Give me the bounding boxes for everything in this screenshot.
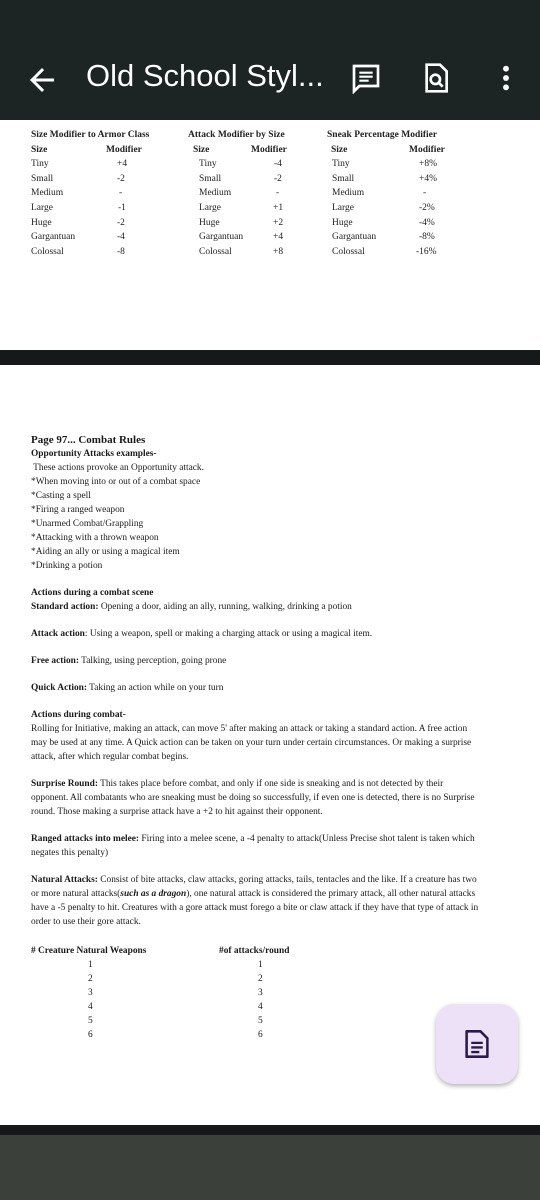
text: Opening a door, aiding an ally, running, walking, drinking a potion bbox=[98, 602, 352, 612]
label: Ranged attacks into melee: bbox=[31, 834, 140, 844]
list-item: *When moving into or out of a combat space bbox=[31, 477, 201, 487]
table-cell: +4% bbox=[419, 173, 438, 184]
text: Consist of bite attacks, claw attacks, goring attacks, tails, tentacles and the like. If a creature has two or more natural attacks( bbox=[31, 875, 477, 899]
list-item: *Casting a spell bbox=[31, 491, 91, 501]
table-cell: Medium bbox=[31, 188, 64, 199]
arrow-left-icon[interactable] bbox=[24, 62, 60, 98]
table-cell: -2 bbox=[117, 217, 125, 228]
bottom-bar bbox=[0, 1135, 540, 1200]
table-cell: Large bbox=[199, 203, 221, 214]
table-cell: 2 bbox=[258, 974, 263, 984]
table-cell: Medium bbox=[199, 188, 232, 199]
table-cell: Tiny bbox=[332, 159, 350, 169]
document-icon bbox=[463, 1029, 491, 1059]
col-weapons: # Creature Natural Weapons bbox=[31, 946, 147, 956]
table-title: Attack Modifier by Size bbox=[188, 130, 285, 140]
list-item: *Attacking with a thrown weapon bbox=[31, 533, 159, 543]
paragraph: Rolling for Initiative, making an attack, can move 5' after making an attack or taking a standard action. A free action may be used at any time. A Quick action can be taken on your turn under certain circumstances. Or making a surprise attack, after which regular combat begins. bbox=[31, 724, 472, 762]
table-cell: -4 bbox=[274, 159, 282, 169]
table-title: Sneak Percentage Modifier bbox=[327, 130, 438, 140]
page-gap bbox=[0, 1125, 540, 1135]
table-cell: - bbox=[423, 188, 427, 199]
text: Taking an action while on your turn bbox=[87, 683, 224, 693]
col-attacks: #of attacks/round bbox=[219, 946, 290, 956]
paragraph bbox=[31, 627, 481, 641]
table-cell: +8 bbox=[273, 247, 284, 258]
paragraph bbox=[31, 873, 481, 929]
paragraph bbox=[31, 777, 481, 819]
table-cell: 2 bbox=[88, 974, 93, 984]
text: : Using a weapon, spell or making a charging attack or using a magical item. bbox=[84, 629, 373, 639]
table-cell: -16% bbox=[416, 247, 437, 258]
table-cell: 3 bbox=[88, 988, 93, 998]
text: This takes place before combat, and only if one side is sneaking and is not detected by their opponent. All combatants who are sneaking must be doing so successfully, if even one is detected, there is no Surprise round. Those making a surprise attack have a +2 to hit against their opponent. bbox=[31, 779, 475, 817]
table-cell: -8% bbox=[419, 232, 435, 243]
table-cell: Huge bbox=[31, 217, 52, 228]
emphasis: such as a dragon bbox=[120, 889, 187, 899]
table-cell: Small bbox=[332, 173, 355, 184]
table-cell: Small bbox=[31, 173, 54, 184]
table-cell: Tiny bbox=[31, 159, 49, 169]
table-cell: - bbox=[276, 188, 280, 199]
list-item: *Aiding an ally or using a magical item bbox=[31, 547, 180, 557]
col-modifier: Modifier bbox=[106, 145, 142, 155]
paragraph bbox=[31, 681, 481, 695]
table-cell: 5 bbox=[258, 1016, 263, 1026]
document-outline-button[interactable] bbox=[436, 1004, 518, 1084]
page-heading: Page 97... Combat Rules bbox=[31, 434, 146, 446]
table-cell: 1 bbox=[88, 960, 93, 970]
text: ), one natural attack is considered the primary attack, all other natural attacks have a -5 penalty to hit. Creatures with a gore attack must forego a bite or claw attack if they have that type of attack in order to use their gore attack. bbox=[31, 889, 479, 927]
find-in-page-icon[interactable] bbox=[420, 62, 452, 94]
table-cell: -4% bbox=[419, 217, 435, 228]
page-gap bbox=[0, 350, 540, 365]
table-cell: -2 bbox=[117, 173, 125, 184]
paragraph: These actions provoke an Opportunity attack. bbox=[31, 463, 204, 473]
table-title: Size Modifier to Armor Class bbox=[31, 130, 150, 140]
label: Standard action: bbox=[31, 602, 99, 612]
more-vert-icon[interactable] bbox=[490, 62, 522, 94]
table-cell: +4 bbox=[117, 159, 128, 169]
col-size: Size bbox=[331, 145, 348, 155]
table-cell: +4 bbox=[273, 232, 284, 243]
table-cell: - bbox=[119, 188, 123, 199]
document-body bbox=[31, 433, 481, 1042]
table-cell: Gargantuan bbox=[199, 232, 244, 243]
table-cell: Colossal bbox=[332, 247, 365, 258]
table-cell: Medium bbox=[332, 188, 365, 199]
table-cell: Huge bbox=[332, 217, 353, 228]
table-cell: Large bbox=[332, 203, 354, 214]
label: Quick Action: bbox=[31, 683, 87, 693]
paragraph bbox=[31, 832, 481, 860]
table-cell: -2 bbox=[274, 173, 282, 184]
app-bar bbox=[0, 0, 540, 120]
col-modifier: Modifier bbox=[251, 145, 287, 155]
table-cell: 4 bbox=[88, 1002, 93, 1012]
attack-modifier-table bbox=[188, 130, 318, 262]
table-cell: Gargantuan bbox=[332, 232, 377, 243]
natural-weapons-table bbox=[31, 944, 481, 1042]
table-cell: Large bbox=[31, 203, 53, 214]
list-item: *Firing a ranged weapon bbox=[31, 505, 125, 515]
label: Free action: bbox=[31, 656, 79, 666]
paragraph bbox=[31, 600, 481, 614]
table-cell: Colossal bbox=[199, 247, 232, 258]
table-cell: 4 bbox=[258, 1002, 263, 1012]
table-cell: Small bbox=[199, 173, 222, 184]
section-title: Actions during combat- bbox=[31, 710, 126, 720]
table-cell: -8 bbox=[117, 247, 125, 258]
table-cell: -2% bbox=[419, 203, 435, 214]
table-cell: Gargantuan bbox=[31, 232, 76, 243]
label: Natural Attacks: bbox=[31, 875, 98, 885]
label: Attack action bbox=[31, 629, 85, 639]
table-cell: +1 bbox=[273, 203, 284, 214]
table-cell: 5 bbox=[88, 1016, 93, 1026]
text: Talking, using perception, going prone bbox=[78, 656, 227, 666]
table-cell: +8% bbox=[419, 159, 438, 169]
sneak-percentage-table bbox=[327, 130, 467, 262]
document-title: Old School Styl... bbox=[86, 58, 324, 93]
section-title: Opportunity Attacks examples- bbox=[31, 449, 157, 459]
document-page-1 bbox=[0, 120, 540, 350]
table-cell: -1 bbox=[118, 203, 126, 214]
list-item: *Unarmed Combat/Grappling bbox=[31, 519, 144, 529]
table-cell: 6 bbox=[88, 1030, 93, 1040]
table-cell: Huge bbox=[199, 217, 220, 228]
paragraph bbox=[31, 654, 481, 668]
section-title: Actions during a combat scene bbox=[31, 588, 154, 598]
table-cell: 6 bbox=[258, 1030, 263, 1040]
table-cell: +2 bbox=[273, 217, 284, 228]
armor-class-table bbox=[31, 130, 181, 262]
text: Firing into a melee scene, a -4 penalty to attack(Unless Precise shot talent is taken which negates this penalty) bbox=[31, 834, 475, 858]
table-cell: -4 bbox=[117, 232, 125, 243]
comment-icon[interactable] bbox=[350, 62, 382, 94]
table-cell: Colossal bbox=[31, 247, 64, 258]
table-cell: 1 bbox=[258, 960, 263, 970]
col-modifier: Modifier bbox=[409, 145, 445, 155]
table-cell: 3 bbox=[258, 988, 263, 998]
col-size: Size bbox=[193, 145, 210, 155]
list-item: *Drinking a potion bbox=[31, 561, 103, 571]
col-size: Size bbox=[31, 145, 48, 155]
table-cell: Tiny bbox=[199, 159, 217, 169]
label: Surprise Round: bbox=[31, 779, 98, 789]
